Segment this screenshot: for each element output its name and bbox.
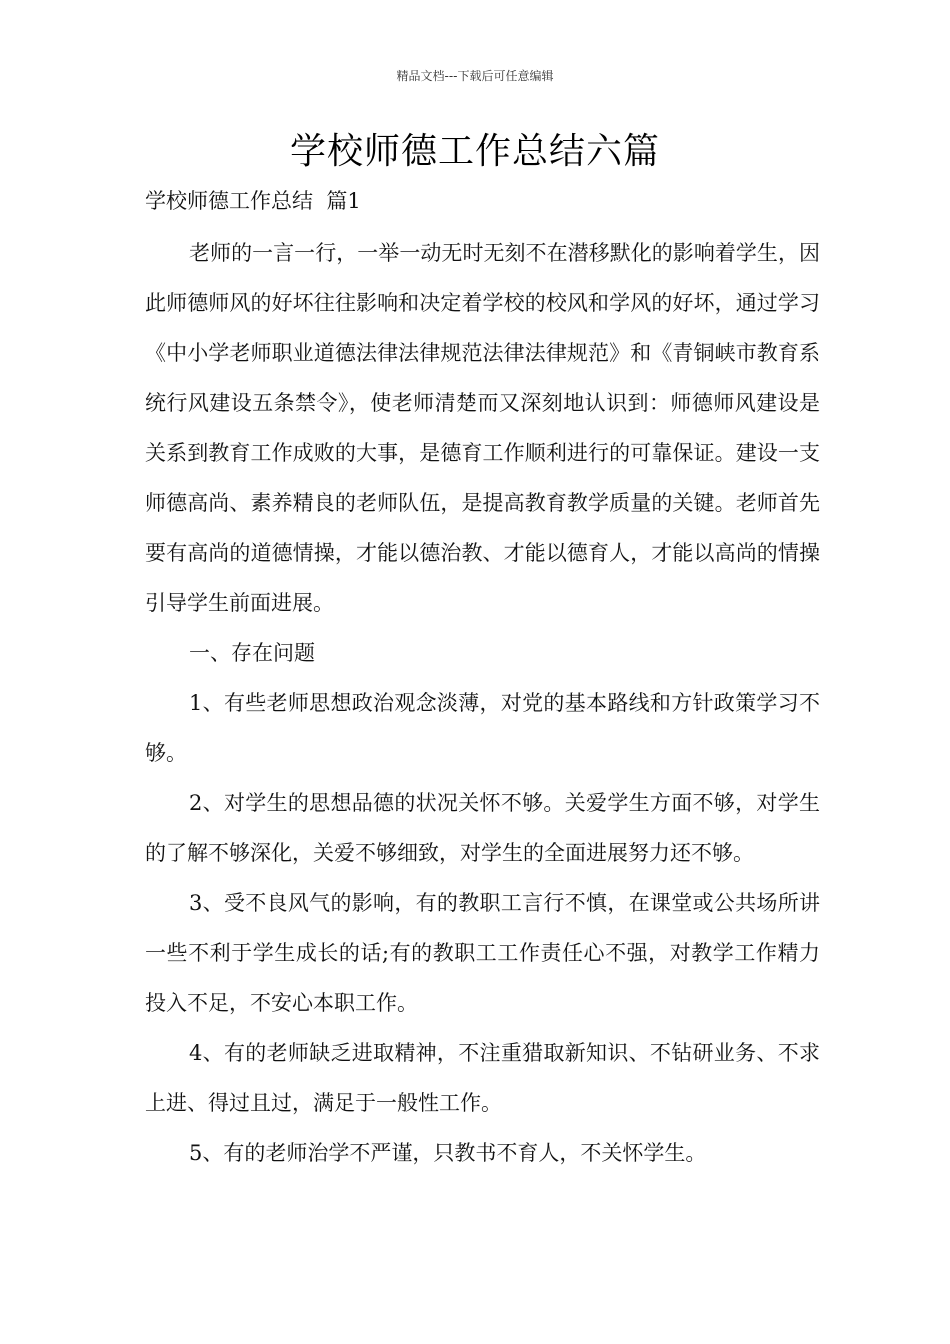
document-header-note: 精品文档---下载后可任意编辑 bbox=[396, 69, 554, 83]
problem-item-5: 5、有的老师治学不严谨，只教书不育人，不关怀学生。 bbox=[189, 1141, 707, 1165]
intro-paragraph: 老师的一言一行，一举一动无时无刻不在潜移默化的影响着学生，因此师德师风的好坏往往影响和决定着学校的校风和学风的好坏，通过学习《中小学老师职业道德法律法律规范法律法律规范》和《青铜峡市教育系统行风建设五条禁令》，使老师清楚而又深刻地认识到：师德师风建设是关系到教育工作成败的大事，是德育工作顺利进行的可靠保证。建设一支师德高尚、素养精良的老师队伍，是提高教育教学质量的关键。老师首先要有高尚的道德情操，才能以德治教、才能以德育人，才能以高尚的情操引导学生前面进展。 bbox=[145, 241, 820, 615]
document-title: 学校师德工作总结六篇 bbox=[289, 131, 660, 172]
subsection-heading-problems: 一、存在问题 bbox=[189, 641, 315, 665]
section-heading: 学校师德工作总结 篇1 bbox=[145, 189, 361, 213]
document-body bbox=[145, 228, 820, 1178]
problem-item-3: 3、受不良风气的影响，有的教职工言行不慎，在课堂或公共场所讲一些不利于学生成长的话;有的教职工工作责任心不强，对教学工作精力投入不足，不安心本职工作。 bbox=[145, 891, 820, 1015]
problem-item-4: 4、有的老师缺乏进取精神，不注重猎取新知识、不钻研业务、不求上进、得过且过，满足于一般性工作。 bbox=[145, 1041, 820, 1115]
problem-item-2: 2、对学生的思想品德的状况关怀不够。关爱学生方面不够，对学生的了解不够深化，关爱不够细致，对学生的全面进展努力还不够。 bbox=[145, 791, 820, 865]
problem-item-1: 1、有些老师思想政治观念淡薄，对党的基本路线和方针政策学习不够。 bbox=[145, 691, 820, 765]
